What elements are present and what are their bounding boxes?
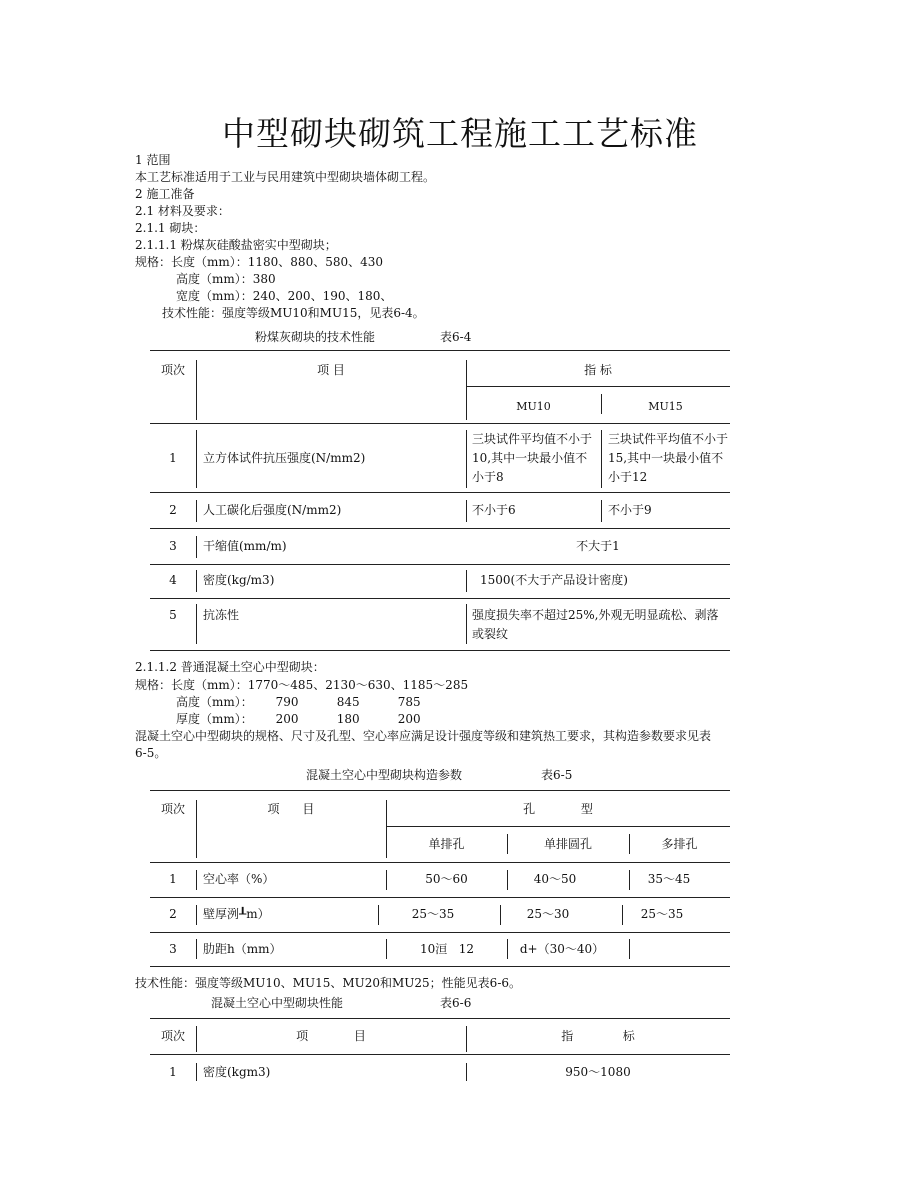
table2-row3-item: 肋距h（mm）: [203, 942, 282, 956]
table1-row4-no: 4: [169, 573, 177, 587]
table2-row3-no: 3: [169, 942, 177, 956]
table1-header-index: 指 标: [584, 363, 612, 377]
table2-caption-no: 表6-5: [541, 768, 573, 782]
table1-header-mu15: MU15: [648, 400, 683, 413]
heading-scope: 1 范围: [135, 153, 171, 167]
table1-row3-item: 干缩值(mm/m): [203, 539, 287, 553]
table1-header-item: 项 目: [317, 363, 345, 377]
table1-row5-value: 强度损失率不超过25%,外观无明显疏松、剥落或裂纹: [472, 608, 719, 641]
table2-header-single-round: 单排圆孔: [543, 837, 592, 851]
spec-width: 宽度（mm）：240、200、190、180、: [176, 289, 393, 303]
table1-row5-no: 5: [169, 608, 177, 622]
table2-header-multi-row: 多排孔: [661, 837, 698, 851]
table3-caption-no: 表6-6: [440, 996, 472, 1010]
spec-height: 高度（mm）：380: [176, 272, 276, 286]
table1-row3-value: 不大于1: [576, 539, 620, 553]
heading-flyash-block: 2.1.1.1 粉煤灰硅酸盐密实中型砌块；: [135, 238, 337, 252]
table1-caption: 粉煤灰砌块的技术性能: [255, 330, 376, 344]
table1-row2-no: 2: [169, 503, 177, 517]
spec2-height: 高度（mm）： 790 845 785: [176, 695, 421, 709]
table2-header-hole-type: 孔 型: [523, 802, 593, 816]
table2-header-single-row: 单排孔: [428, 837, 465, 851]
concrete-requirement-text: 混凝土空心中型砌块的规格、尺寸及孔型、空心率应满足设计强度等级和建筑热工要求，其构造参数要求见表: [135, 729, 712, 743]
table2-row2-c1: 25～35: [411, 907, 455, 921]
table2-row2-item: 壁厚洌┸m）: [203, 907, 270, 921]
table1-row1-mu15: 三块试件平均值不小于15,其中一块最小值不小于12: [608, 432, 729, 484]
table3-row1-value: 950～1080: [565, 1065, 631, 1079]
table2-row3-c2: d+（30～40）: [519, 942, 605, 956]
table2-header-item: 项 目: [267, 802, 315, 816]
heading-preparation: 2 施工准备: [135, 187, 195, 201]
spec-performance: 技术性能：强度等级MU10和MU15，见表6-4。: [162, 306, 425, 320]
heading-blocks: 2.1.1 砌块：: [135, 221, 206, 235]
table1-caption-no: 表6-4: [440, 330, 472, 344]
table2-row3-c1: 10洹 12: [420, 942, 474, 956]
table1-header-mu10: MU10: [516, 400, 551, 413]
concrete-requirement-text-end: 6-5。: [135, 746, 167, 760]
spec-length: 规格：长度（mm）：1180、880、580、430: [135, 255, 384, 269]
table3-header-no: 项次: [160, 1029, 185, 1043]
table3-header-index: 指 标: [561, 1029, 635, 1043]
table3-header-item: 项 目: [296, 1029, 366, 1043]
spec2-length: 规格：长度（mm）：1770～485、2130～630、1185～285: [135, 678, 469, 692]
table1-row4-item: 密度(kg/m3): [203, 573, 275, 587]
table1-row3-no: 3: [169, 539, 177, 553]
table3-caption: 混凝土空心中型砌块性能: [211, 996, 344, 1010]
spec2-thickness: 厚度（mm）： 200 180 200: [176, 712, 421, 726]
table2-caption: 混凝土空心中型砌块构造参数: [306, 768, 463, 782]
table1-row2-mu10: 不小于6: [472, 503, 516, 517]
heading-concrete-block: 2.1.1.2 普通混凝土空心中型砌块：: [135, 660, 325, 674]
table2-row1-item: 空心率（%）: [203, 872, 275, 886]
heading-materials: 2.1 材料及要求：: [135, 204, 230, 218]
table2-row2-no: 2: [169, 907, 177, 921]
table2-row1-c2: 40～50: [533, 872, 577, 886]
page-title: 中型砌块砌筑工程施工工艺标准: [222, 114, 698, 153]
table1-row5-item: 抗冻性: [203, 608, 240, 622]
table1-row2-mu15: 不小于9: [608, 503, 652, 517]
table1-row1-mu10: 三块试件平均值不小于10,其中一块最小值不小于8: [472, 432, 593, 484]
table3-row1-no: 1: [169, 1065, 177, 1079]
table1-row1-item: 立方体试件抗压强度(N/mm2): [203, 451, 366, 465]
table1-row2-item: 人工碳化后强度(N/mm2): [203, 503, 342, 517]
table2-row1-c3: 35～45: [647, 872, 691, 886]
table1-row1-no: 1: [169, 451, 177, 465]
table2-row2-c2: 25～30: [526, 907, 570, 921]
table2-header-no: 项次: [160, 802, 185, 816]
scope-text: 本工艺标准适用于工业与民用建筑中型砌块墙体砌工程。: [135, 170, 436, 184]
table1-header-no: 项次: [160, 363, 185, 377]
table2-row1-no: 1: [169, 872, 177, 886]
table3-row1-item: 密度(kgm3): [203, 1065, 271, 1079]
table2-row2-c3: 25～35: [640, 907, 684, 921]
table1-row4-value: 1500(不大于产品设计密度): [480, 573, 628, 587]
tech-performance-concrete: 技术性能：强度等级MU10、MU15、MU20和MU25；性能见表6-6。: [135, 976, 522, 990]
table2-row1-c1: 50～60: [425, 872, 468, 886]
